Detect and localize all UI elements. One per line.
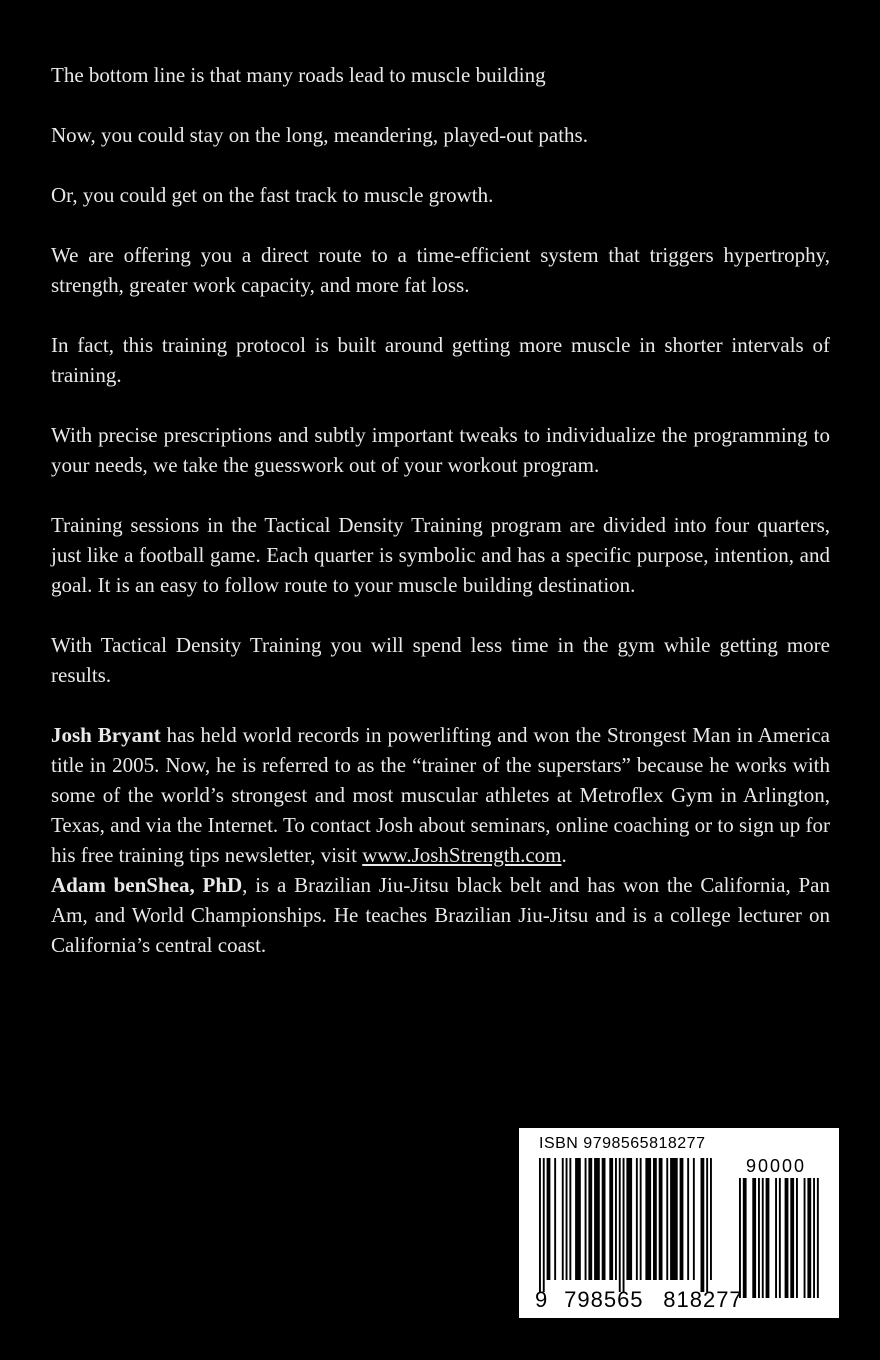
paragraph-6: With precise prescriptions and subtly important tweaks to individualize the programming to your needs, we take the guesswork out of your workout program. — [51, 423, 830, 477]
author-name-adam: Adam benShea, PhD — [51, 873, 243, 897]
author-bio-adam — [51, 870, 830, 960]
author-bio-josh-text: has held world records in powerlifting and won the Strongest Man in America title in 2005. Now, he is referred to as the “trainer of the superstars” because he works with some of the world’s strongest and most muscular athletes at Metroflex Gym in Arlington, Texas, and via the Internet. To contact Josh about seminars, online coaching or to sign up for his free training tips newsletter, visit — [51, 723, 830, 867]
paragraph-1: The bottom line is that many roads lead to muscle building — [51, 63, 546, 87]
paragraph-7: Training sessions in the Tactical Density Training program are divided into four quarters, just like a football game. Each quarter is symbolic and has a specific purpose, intention, and goal. It is an easy to follow route to your muscle building destination. — [51, 513, 830, 597]
isbn-barcode — [519, 1128, 839, 1318]
paragraph-3: Or, you could get on the fast track to muscle growth. — [51, 183, 494, 207]
barcode-addon-bars-icon — [739, 1178, 823, 1298]
author-bio-josh-end: . — [561, 843, 567, 867]
author-bio-josh — [51, 720, 830, 870]
paragraph-5: In fact, this training protocol is built around getting more muscle in shorter intervals of training. — [51, 333, 830, 387]
website-link[interactable]: www.JoshStrength.com — [362, 843, 562, 867]
isbn-label: ISBN 9798565818277 — [539, 1135, 706, 1152]
author-name-josh: Josh Bryant — [51, 723, 161, 747]
barcode-digit-group-2: 818277 — [663, 1287, 743, 1312]
author-bio-adam-text: , is a Brazilian Jiu-Jitsu black belt and has won the California, Pan Am, and World Championships. He teaches Brazilian Jiu-Jitsu and is a college lecturer on California’s central coast. — [51, 873, 830, 957]
barcode-digit-group-1: 798565 — [564, 1287, 644, 1312]
paragraph-4: We are offering you a direct route to a time-efficient system that triggers hypertrophy, strength, greater work capacity, and more fat loss. — [51, 243, 830, 297]
paragraph-8: With Tactical Density Training you will spend less time in the gym while getting more results. — [51, 633, 830, 687]
barcode-digit-first: 9 — [535, 1287, 549, 1312]
price-code: 90000 — [746, 1156, 807, 1176]
barcode-bars-icon — [539, 1158, 735, 1298]
back-cover-text — [51, 60, 830, 990]
barcode-digits — [535, 1287, 755, 1313]
paragraph-2: Now, you could stay on the long, meandering, played-out paths. — [51, 123, 588, 147]
